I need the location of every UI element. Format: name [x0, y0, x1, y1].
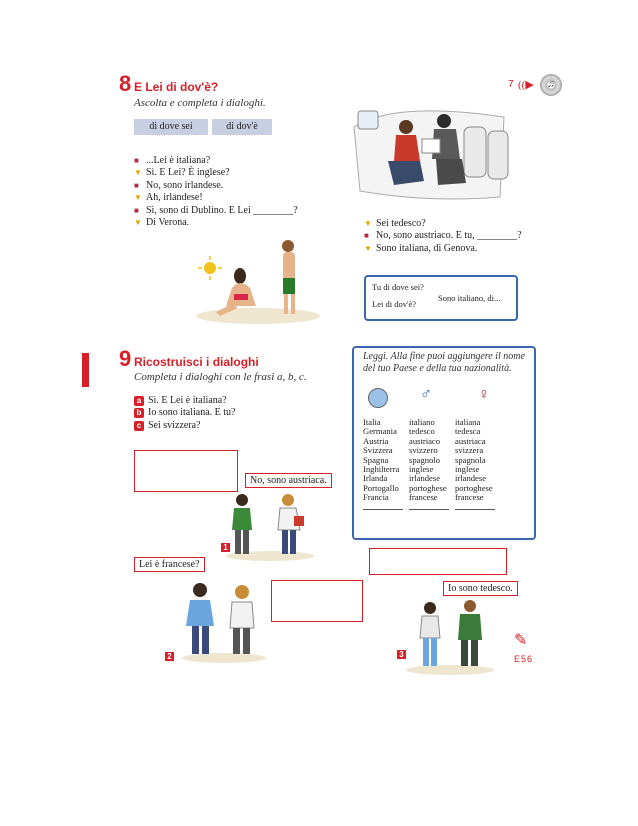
- dialog-line: [134, 192, 298, 204]
- feminine-cell: portoghese: [455, 482, 493, 493]
- option-text: Sì. E Lei è italiana?: [148, 395, 227, 406]
- feminine-cell: italiana: [455, 417, 481, 427]
- pencil-icon: ✎: [514, 632, 528, 649]
- exercise-9-instruction: Completa i dialoghi con le frasi a, b, c.: [134, 371, 307, 383]
- square-bullet-icon: ■: [134, 156, 139, 165]
- answer-box-2[interactable]: [271, 580, 363, 622]
- masculine-cell: svizzero: [409, 445, 438, 456]
- triangle-bullet-icon: ▼: [364, 219, 372, 228]
- nations-intro: Leggi. Alla fine puoi aggiungere il nome del tuo Paese e della tua nazionalità.: [363, 351, 525, 374]
- scene-number-3: 3: [397, 650, 406, 659]
- male-figure-icon: ♂: [420, 386, 432, 403]
- exercise-8-title: E Lei di dov'è?: [134, 80, 219, 94]
- info-question-tu: Tu di dove sei?: [372, 282, 424, 292]
- feminine-cell: austriaca: [455, 435, 486, 446]
- option-b: [134, 407, 235, 419]
- feminine-cell: inglese: [455, 464, 480, 475]
- scene-3-illustration: [400, 596, 500, 676]
- dialog-text: Sono italiana, di Genova.: [376, 242, 478, 254]
- country-cell: Francia: [363, 492, 389, 503]
- dialog-text: No, sono irlandese.: [146, 179, 224, 191]
- beach-illustration: [188, 228, 320, 328]
- triangle-bullet-icon: ▼: [364, 243, 372, 253]
- square-bullet-icon: ■: [134, 180, 139, 190]
- feminine-cell: tedesca: [455, 426, 481, 437]
- scene-2-illustration: [176, 580, 272, 664]
- speech-bubble-3: Io sono tedesco.: [443, 581, 518, 596]
- blank-masculine-field[interactable]: [409, 503, 449, 510]
- triangle-bullet-icon: ▼: [134, 218, 142, 228]
- table-row: [363, 493, 501, 502]
- triangle-bullet-icon: ▼: [134, 193, 142, 203]
- speech-bubble-2: Lei è francese?: [134, 557, 205, 572]
- option-text: Sei svizzera?: [148, 419, 201, 431]
- country-cell: Irlanda: [363, 473, 388, 484]
- dialog-text: Ah, irlandese!: [146, 192, 203, 204]
- answer-box-3[interactable]: [369, 548, 507, 575]
- answer-box-1[interactable]: [134, 450, 238, 492]
- option-letter: a: [134, 396, 144, 406]
- country-cell: Portogallo: [363, 482, 399, 493]
- exercise-9-title: Ricostruisci i dialoghi: [134, 355, 259, 369]
- blank-country-field[interactable]: [363, 503, 403, 510]
- globe-icon: [368, 388, 388, 408]
- country-cell: Spagna: [363, 454, 389, 465]
- dialog-text: Sì. E Lei? È inglese?: [146, 167, 230, 179]
- square-bullet-icon: ■: [364, 231, 369, 241]
- option-letter: b: [134, 408, 144, 418]
- dialog-text: Sei tedesco?: [376, 218, 426, 229]
- country-cell: Austria: [363, 435, 389, 446]
- square-bullet-icon: ■: [134, 205, 139, 215]
- masculine-cell: austriaco: [409, 435, 441, 446]
- audio-cd-icon[interactable]: ♫: [540, 74, 562, 96]
- page-edge-marker: [82, 353, 89, 387]
- audio-play-icon[interactable]: ((▶: [518, 79, 534, 91]
- scene-number-2: 2: [165, 652, 174, 661]
- dialog-text: Sì, sono di Dublino. E Lei ________?: [146, 204, 298, 216]
- dialog-line: [134, 167, 298, 179]
- country-cell: Germania: [363, 426, 397, 437]
- female-figure-icon: ♀: [478, 386, 490, 403]
- dialog-line: [364, 243, 522, 255]
- country-cell: Inghilterra: [363, 464, 400, 475]
- feminine-cell: spagnola: [455, 454, 486, 465]
- feminine-cell: francese: [455, 492, 484, 503]
- option-c: [134, 420, 235, 432]
- masculine-cell: italiano: [409, 417, 435, 427]
- exercise-8-number: 8: [119, 71, 132, 96]
- options-list: [134, 395, 235, 432]
- nations-box: [352, 346, 536, 540]
- exercise-9-number: 9: [119, 346, 132, 371]
- feminine-cell: svizzera: [455, 445, 484, 456]
- dialog-text: No, sono austriaco. E tu, ________?: [376, 230, 522, 242]
- chip-di-dov-e: di dov'è: [212, 119, 272, 135]
- masculine-cell: tedesco: [409, 426, 435, 437]
- dialog-text: Di Verona.: [146, 217, 190, 229]
- dialog-line: [134, 155, 298, 167]
- dialog-1: [134, 155, 298, 229]
- dialog-line: [364, 230, 522, 242]
- info-question-lei: Lei di dov'è?: [372, 299, 417, 309]
- masculine-cell: inglese: [409, 464, 434, 475]
- dialog-line: [364, 218, 522, 230]
- masculine-cell: irlandese: [409, 473, 441, 484]
- workbook-reference: E56: [514, 654, 534, 664]
- train-illustration: [344, 97, 514, 207]
- country-cell: Svizzera: [363, 445, 393, 456]
- dialog-line: [134, 205, 298, 217]
- blank-row[interactable]: [363, 503, 501, 510]
- chip-di-dove-sei: di dove sei: [134, 119, 208, 135]
- dialog-text: ...Lei è italiana?: [146, 155, 211, 166]
- country-cell: Italia: [363, 417, 381, 427]
- option-letter: c: [134, 421, 144, 431]
- scene-1-illustration: [220, 490, 320, 562]
- info-box: [364, 275, 518, 321]
- triangle-bullet-icon: ▼: [134, 168, 142, 178]
- option-a: [134, 395, 235, 407]
- feminine-cell: irlandese: [455, 473, 487, 484]
- nations-table: [363, 418, 501, 510]
- exercise-8-instruction: Ascolta e completa i dialoghi.: [134, 97, 266, 109]
- scene-number-1: 1: [221, 543, 230, 552]
- masculine-cell: spagnolo: [409, 454, 441, 465]
- masculine-cell: portoghese: [409, 482, 447, 493]
- masculine-cell: francese: [409, 492, 438, 503]
- audio-track-number: 7: [508, 79, 514, 90]
- blank-feminine-field[interactable]: [455, 503, 495, 510]
- option-text: Io sono italiana. E tu?: [148, 407, 236, 419]
- dialog-2: [364, 218, 522, 255]
- dialog-line: [134, 180, 298, 192]
- speech-bubble-1: No, sono austriaca.: [245, 473, 332, 488]
- info-answer: Sono italiano, di...: [438, 293, 501, 303]
